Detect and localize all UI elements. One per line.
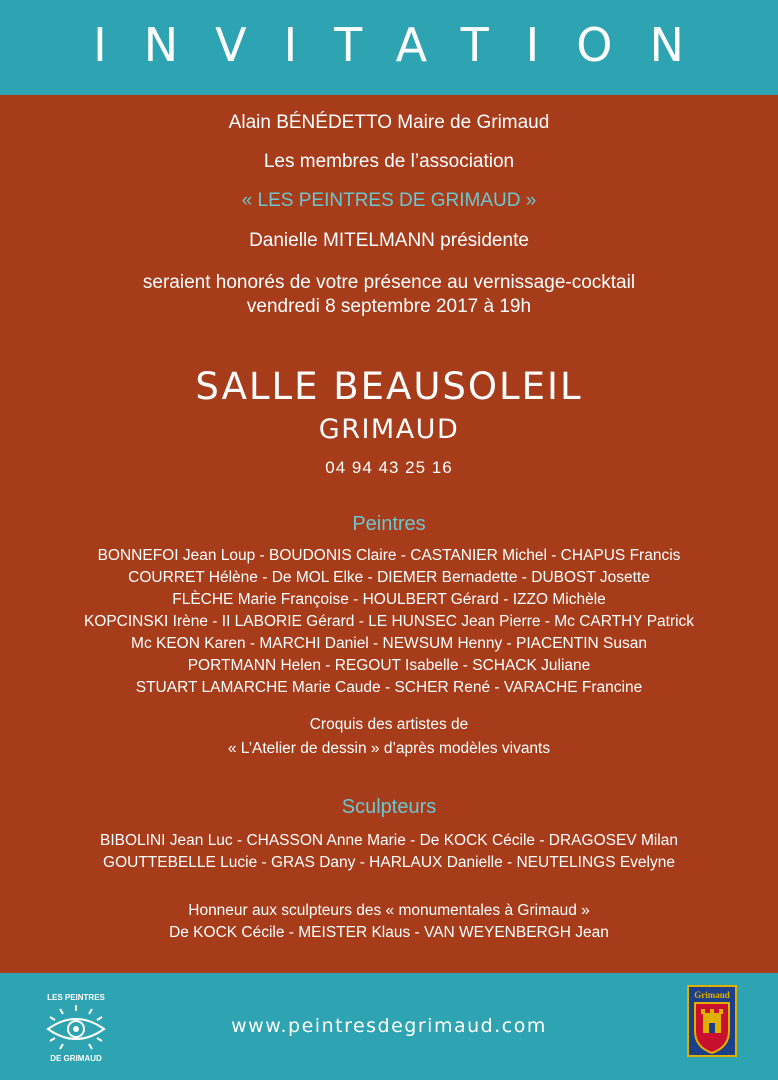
venue-phone: 04 94 43 25 16 — [325, 458, 453, 477]
honored-line: seraient honorés de votre présence au vernissage-cocktail — [142, 272, 636, 293]
tribute-line: Honneur aux sculpteurs des « monumentales à Grimaud » — [188, 902, 590, 919]
sculptors-line: BIBOLINI Jean Luc - CHASSON Anne Marie - De KOCK Cécile - DRAGOSEV Milan — [100, 832, 678, 849]
sketches-line: « L’Atelier de dessin » d’après modèles vivants — [227, 740, 551, 757]
sketches-line: Croquis des artistes de — [309, 716, 469, 733]
association-name: « LES PEINTRES DE GRIMAUD » — [241, 190, 537, 211]
logo-left-text-bottom: DE GRIMAUD — [50, 1054, 102, 1063]
venue-name: SALLE BEAUSOLEIL — [195, 365, 583, 408]
website-url[interactable]: www.peintresdegrimaud.com — [231, 1015, 547, 1037]
event-date: vendredi 8 septembre 2017 à 19h — [246, 296, 532, 317]
members-line: Les membres de l’association — [263, 151, 515, 172]
invitation-body — [0, 95, 778, 973]
logo-left-text-top: LES PEINTRES — [47, 993, 105, 1002]
venue-city: GRIMAUD — [318, 414, 460, 445]
painters-line: COURRET Hélène - De MOL Elke - DIEMER Bernadette - DUBOST Josette — [128, 569, 650, 586]
invitation-title: INVITATION — [93, 17, 721, 72]
footer-band — [0, 973, 778, 1080]
painters-line: FLÈCHE Marie Françoise - HOULBERT Gérard - IZZO Michèle — [172, 591, 606, 608]
painters-heading: Peintres — [352, 513, 426, 535]
logo-right-text: Grimaud — [694, 990, 730, 1000]
painters-line: KOPCINSKI Irène - II LABORIE Gérard - LE HUNSEC Jean Pierre - Mc CARTHY Patrick — [83, 613, 695, 630]
painters-line: BONNEFOI Jean Loup - BOUDONIS Claire - CASTANIER Michel - CHAPUS Francis — [97, 547, 681, 564]
header-band — [0, 0, 778, 95]
president-line: Danielle MITELMANN présidente — [249, 230, 529, 251]
sculptors-line: GOUTTEBELLE Lucie - GRAS Dany - HARLAUX Danielle - NEUTELINGS Evelyne — [103, 854, 675, 871]
painters-line: PORTMANN Helen - REGOUT Isabelle - SCHACK Juliane — [187, 657, 591, 674]
mayor-line: Alain BÉNÉDETTO Maire de Grimaud — [228, 112, 550, 133]
sculptors-heading: Sculpteurs — [341, 796, 437, 818]
tribute-line: De KOCK Cécile - MEISTER Klaus - VAN WEYENBERGH Jean — [169, 924, 609, 941]
coat-of-arms-icon — [687, 985, 737, 1057]
painters-line: STUART LAMARCHE Marie Caude - SCHER René - VARACHE Francine — [135, 679, 643, 696]
painters-line: Mc KEON Karen - MARCHI Daniel - NEWSUM Henny - PIACENTIN Susan — [131, 635, 647, 652]
